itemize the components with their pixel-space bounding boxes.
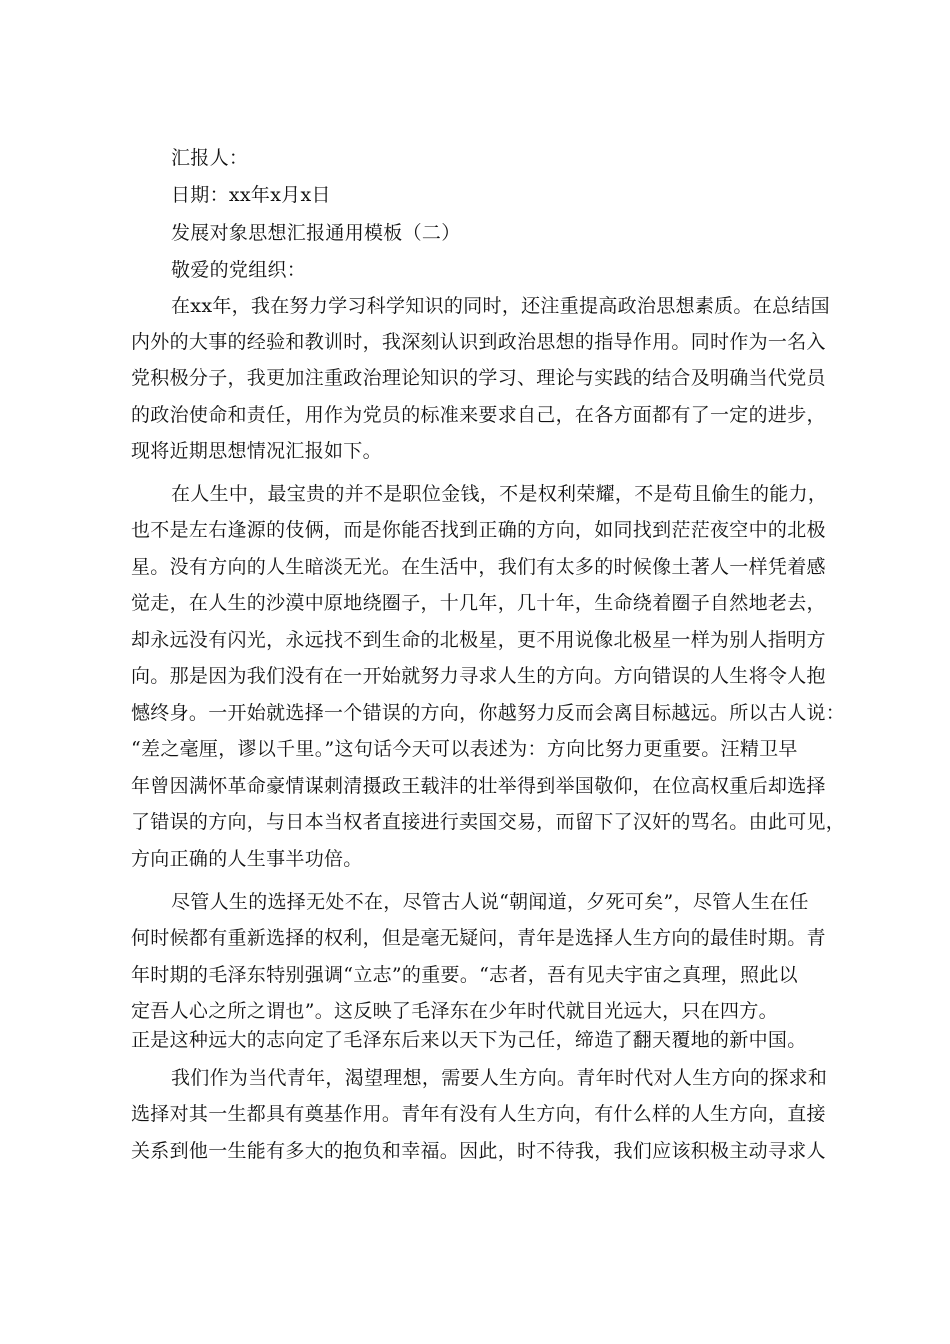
paragraph-2-line-9: 年曾因满怀革命豪情谋刺清摄政王载沣的壮举得到举国敬仰，在位高权重后却选择: [131, 775, 826, 797]
paragraph-2-line-3: 星。没有方向的人生暗淡无光。在生活中，我们有太多的时候像土著人一样凭着感: [131, 556, 826, 578]
paragraph-1-line-3: 党积极分子，我更加注重政治理论知识的学习、理论与实践的结合及明确当代党员: [131, 367, 826, 389]
paragraph-2-line-1: 在人生中，最宝贵的并不是职位金钱，不是权利荣耀，不是苟且偷生的能力，: [171, 483, 828, 505]
paragraph-2-line-6: 向。那是因为我们没有在一开始就努力寻求人生的方向。方向错误的人生将令人抱: [131, 665, 826, 687]
paragraph-4-line-2: 选择对其一生都具有奠基作用。青年有没有人生方向，有什么样的人生方向，直接: [131, 1103, 826, 1125]
paragraph-4-line-1: 我们作为当代青年，渴望理想，需要人生方向。青年时代对人生方向的探求和: [171, 1067, 828, 1089]
paragraph-1-line-1: 在xx年，我在努力学习科学知识的同时，还注重提高政治思想素质。在总结国: [171, 295, 830, 317]
paragraph-4-line-3: 关系到他一生能有多大的抱负和幸福。因此，时不待我，我们应该积极主动寻求人: [131, 1140, 826, 1162]
paragraph-2-line-7: 憾终身。一开始就选择一个错误的方向，你越努力反而会离目标越远。所以古人说：: [131, 702, 846, 724]
paragraph-3-line-5: 正是这种远大的志向定了毛泽东后来以天下为己任，缔造了翻天覆地的新中国。: [131, 1029, 807, 1051]
paragraph-3-line-1: 尽管人生的选择无处不在，尽管古人说“朝闻道，夕死可矣”，尽管人生在任: [171, 891, 809, 913]
paragraph-1-line-4: 的政治使命和责任，用作为党员的标准来要求自己，在各方面都有了一定的进步，: [131, 404, 826, 426]
paragraph-2-line-10: 了错误的方向，与日本当权者直接进行卖国交易，而留下了汉奸的骂名。由此可见，: [131, 811, 846, 833]
date-line: 日期：xx年x月x日: [171, 184, 331, 206]
paragraph-1-line-5: 现将近期思想情况汇报如下。: [131, 440, 382, 462]
document-title: 发展对象思想汇报通用模板（二）: [171, 222, 461, 244]
paragraph-1-line-2: 内外的大事的经验和教训时，我深刻认识到政治思想的指导作用。同时作为一名入: [131, 331, 826, 353]
paragraph-2-line-4: 觉走，在人生的沙漠中原地绕圈子，十几年，几十年，生命绕着圈子自然地老去，: [131, 592, 826, 614]
paragraph-2-line-5: 却永远没有闪光，永远找不到生命的北极星，更不用说像北极星一样为别人指明方: [131, 629, 826, 651]
reporter-line: 汇报人：: [171, 147, 249, 169]
paragraph-3-line-3: 年时期的毛泽东特别强调“立志”的重要。“志者，吾有见夫宇宙之真理，照此以: [131, 964, 798, 986]
paragraph-3-line-2: 何时候都有重新选择的权利，但是毫无疑问，青年是选择人生方向的最佳时期。青: [131, 927, 826, 949]
salutation: 敬爱的党组织：: [171, 259, 307, 281]
paragraph-3-line-4: 定吾人心之所之谓也”。这反映了毛泽东在少年时代就目光远大，只在四方。: [131, 1000, 778, 1022]
paragraph-2-line-8: “差之毫厘，谬以千里。”这句话今天可以表述为：方向比努力更重要。汪精卫早: [131, 738, 798, 760]
paragraph-2-line-2: 也不是左右逢源的伎俩，而是你能否找到正确的方向，如同找到茫茫夜空中的北极: [131, 519, 826, 541]
paragraph-2-line-11: 方向正确的人生事半功倍。: [131, 848, 363, 870]
